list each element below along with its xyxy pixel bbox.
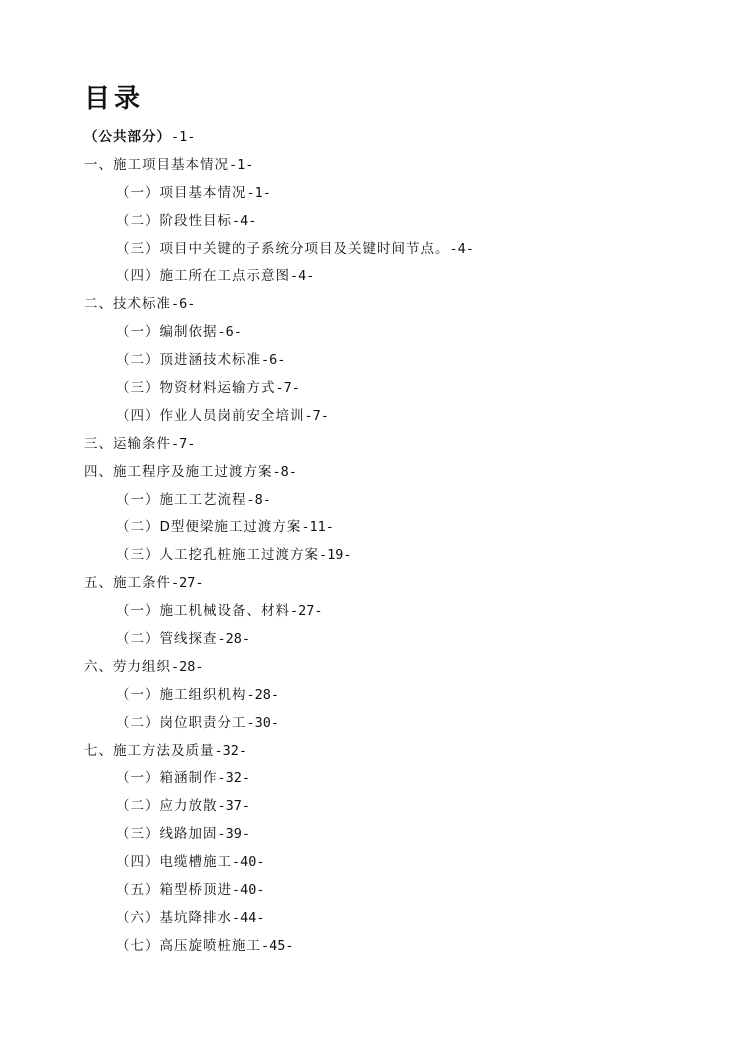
toc-entry-page-number: -30- — [246, 714, 280, 731]
toc-entry[interactable] — [0, 682, 744, 710]
toc-entry-label: （公共部分） — [84, 129, 171, 145]
toc-entry[interactable] — [0, 208, 744, 236]
toc-entry-label: （二）管线探查 — [116, 631, 218, 648]
toc-entry-label: （三）物资材料运输方式 — [116, 380, 276, 397]
toc-entry[interactable] — [0, 431, 744, 459]
toc-entry-label: （三）人工挖孔桩施工过渡方案 — [116, 547, 319, 564]
toc-entry-page-number: -6- — [261, 352, 286, 369]
toc-entry[interactable] — [0, 514, 744, 542]
toc-entry-label: 五、施工条件 — [84, 575, 171, 592]
toc-entry[interactable] — [0, 319, 744, 347]
toc-entry-label: （一）施工工艺流程 — [116, 491, 247, 508]
toc-entry-label: 二、技术标准 — [84, 296, 171, 313]
toc-entry[interactable] — [0, 542, 744, 570]
toc-entry-page-number: -44- — [232, 909, 265, 926]
toc-entry[interactable] — [0, 933, 744, 961]
toc-entry[interactable] — [0, 905, 744, 933]
toc-entry-label: 三、运输条件 — [84, 435, 171, 452]
toc-entry-page-number: -27- — [290, 603, 323, 620]
toc-entry-page-number: -7- — [171, 435, 196, 452]
toc-entry-label: （五）箱型桥顶进 — [116, 882, 232, 899]
toc-entry-label: （二）应力放散 — [116, 798, 218, 815]
toc-entry[interactable] — [0, 710, 744, 738]
toc-entry[interactable] — [0, 570, 744, 598]
toc-entry-page-number: -28- — [217, 631, 251, 648]
toc-entry-label: （四）电缆槽施工 — [116, 854, 232, 871]
table-of-contents — [0, 124, 744, 961]
toc-entry[interactable] — [0, 152, 744, 180]
toc-entry[interactable] — [0, 291, 744, 319]
toc-entry-page-number: -32- — [214, 742, 248, 759]
toc-entry-page-number: -6- — [171, 296, 196, 313]
toc-entry[interactable] — [0, 403, 744, 431]
toc-entry-page-number: -28- — [171, 658, 204, 675]
toc-entry-page-number: -7- — [304, 407, 329, 424]
toc-entry-page-number: -6- — [217, 324, 242, 341]
toc-entry[interactable] — [0, 765, 744, 793]
toc-entry[interactable] — [0, 124, 744, 152]
toc-entry[interactable] — [0, 459, 744, 487]
toc-entry-label: （六）基坑降排水 — [116, 909, 232, 926]
toc-entry-page-number: -1- — [246, 184, 271, 201]
toc-entry[interactable] — [0, 626, 744, 654]
toc-entry-page-number: -28- — [246, 686, 280, 703]
toc-entry-page-number: -32- — [217, 770, 251, 787]
toc-entry[interactable] — [0, 180, 744, 208]
toc-entry[interactable] — [0, 877, 744, 905]
toc-entry-label: （二）D型便梁施工过渡方案 — [116, 519, 302, 536]
toc-entry-page-number: -40- — [232, 882, 265, 899]
toc-entry-page-number: -37- — [217, 798, 251, 815]
toc-entry[interactable] — [0, 821, 744, 849]
toc-entry-label: 七、施工方法及质量 — [84, 742, 215, 759]
toc-entry-page-number: -4- — [232, 212, 257, 229]
toc-entry-label: （四）施工所在工点示意图 — [116, 268, 290, 285]
toc-entry-page-number: -39- — [217, 826, 251, 843]
toc-entry-page-number: -19- — [319, 547, 352, 564]
toc-entry[interactable] — [0, 487, 744, 515]
toc-entry-page-number: -40- — [232, 854, 265, 871]
toc-entry[interactable] — [0, 793, 744, 821]
toc-entry-page-number: -11- — [301, 519, 334, 536]
toc-entry-label: （二）阶段性目标 — [116, 212, 232, 229]
toc-entry-page-number: -1- — [229, 156, 254, 173]
page-title: 目录 — [84, 84, 145, 114]
toc-entry[interactable] — [0, 263, 744, 291]
toc-entry-page-number: -4- — [449, 240, 474, 257]
toc-entry-page-number: -8- — [272, 463, 297, 480]
toc-entry-label: （一）箱涵制作 — [116, 770, 218, 787]
toc-entry-label: （三）线路加固 — [116, 826, 218, 843]
toc-entry-page-number: -1- — [171, 129, 196, 145]
toc-entry-label: （二）岗位职责分工 — [116, 714, 247, 731]
toc-entry-label: （七）高压旋喷桩施工 — [116, 937, 261, 954]
toc-entry[interactable] — [0, 236, 744, 264]
toc-entry-label: 四、施工程序及施工过渡方案 — [84, 463, 273, 480]
toc-entry-label: （二）顶进涵技术标准 — [116, 352, 261, 369]
toc-entry-label: （一）编制依据 — [116, 324, 218, 341]
toc-entry-label: （一）项目基本情况 — [116, 184, 247, 201]
toc-entry[interactable] — [0, 347, 744, 375]
toc-entry-page-number: -7- — [275, 380, 300, 397]
toc-entry[interactable] — [0, 598, 744, 626]
toc-entry-label: （四）作业人员岗前安全培训 — [116, 407, 305, 424]
toc-entry-label: （一）施工组织机构 — [116, 686, 247, 703]
toc-entry-label: （一）施工机械设备、材料 — [116, 603, 290, 620]
toc-entry-page-number: -27- — [171, 575, 204, 592]
toc-entry-label: 一、施工项目基本情况 — [84, 156, 229, 173]
toc-entry-label: 六、劳力组织 — [84, 658, 171, 675]
toc-entry[interactable] — [0, 738, 744, 766]
toc-entry-page-number: -45- — [261, 937, 294, 954]
toc-entry-label: （三）项目中关键的子系统分项目及关键时间节点。 — [116, 240, 450, 257]
toc-entry[interactable] — [0, 375, 744, 403]
toc-entry[interactable] — [0, 654, 744, 682]
toc-entry-page-number: -8- — [246, 491, 271, 508]
toc-entry-page-number: -4- — [290, 268, 315, 285]
toc-entry[interactable] — [0, 849, 744, 877]
